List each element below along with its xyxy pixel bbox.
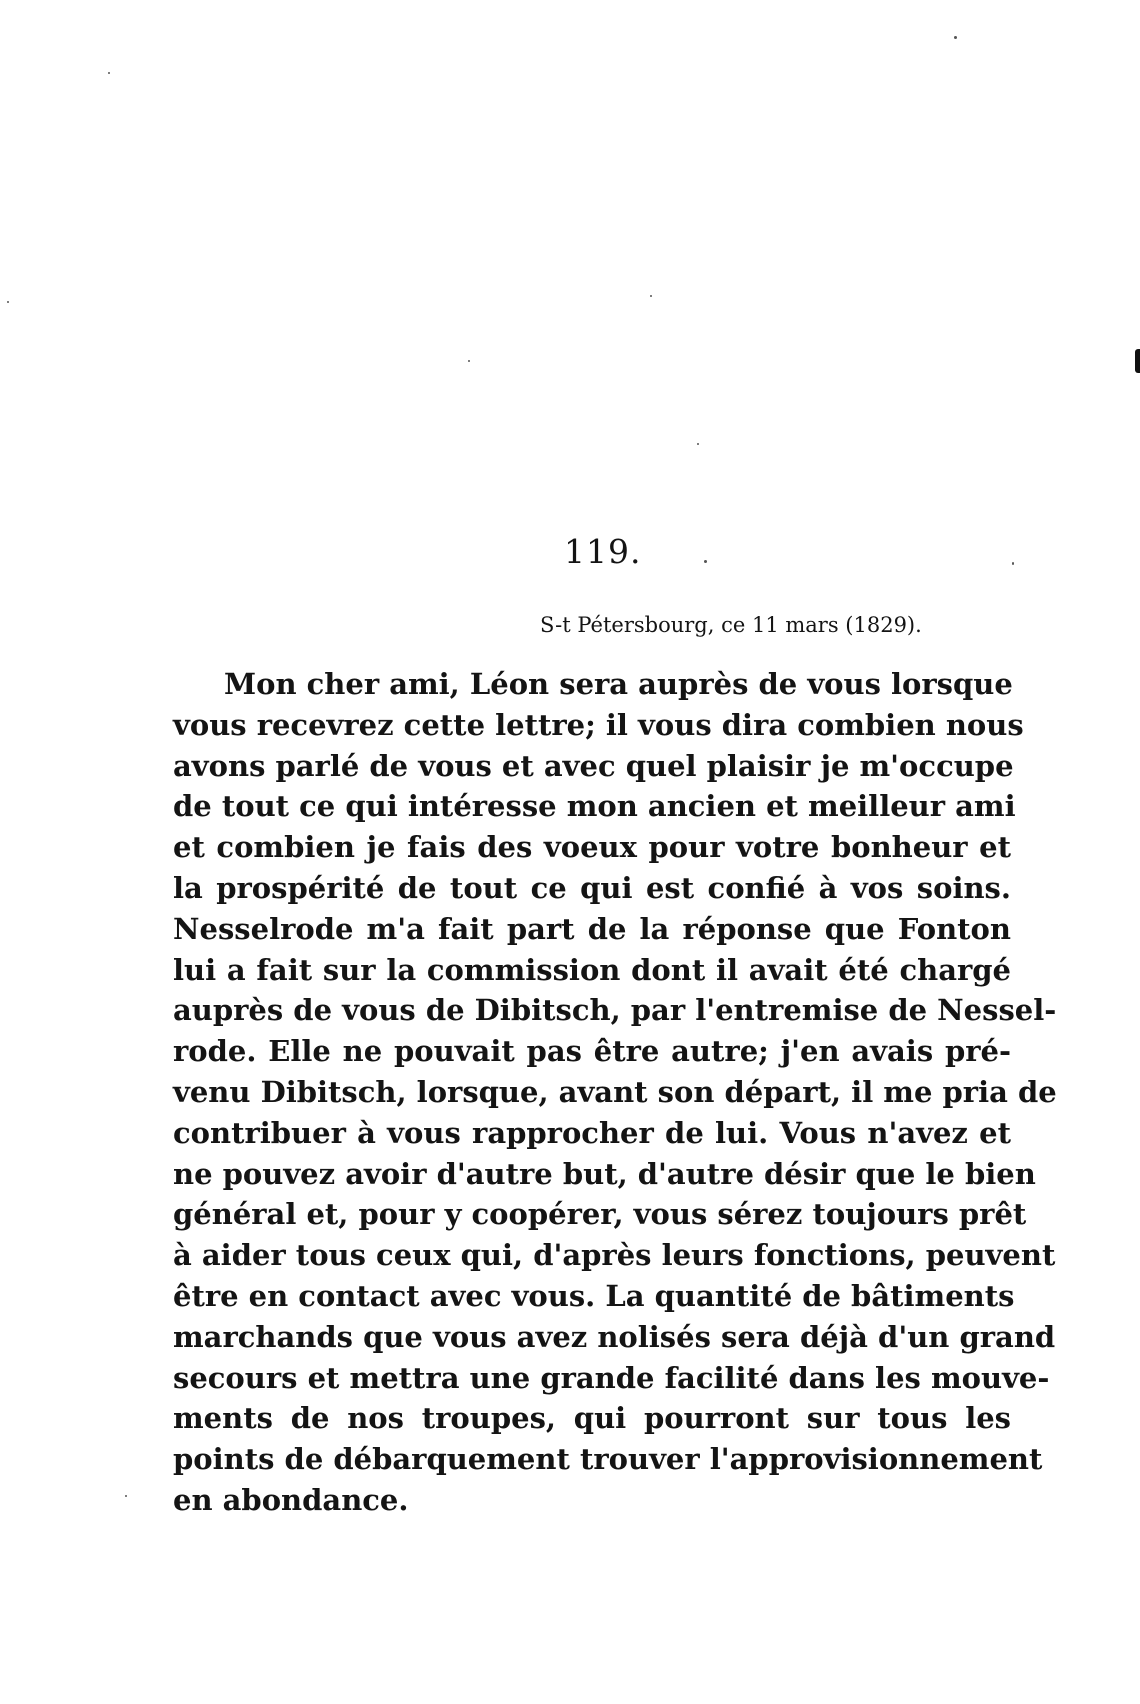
body-line: la prospérité de tout ce qui est confié à vos soins. <box>173 870 1011 905</box>
body-line: en abondance. <box>173 1482 409 1517</box>
body-line: à aider tous ceux qui, d'après leurs fonctions, peuvent <box>173 1238 1056 1273</box>
body-line: points de débarquement trouver l'approvisionnement <box>173 1442 1043 1477</box>
scan-speck <box>954 36 957 39</box>
scan-edge-mark <box>1135 349 1140 373</box>
body-line: ne pouvez avoir d'autre but, d'autre désir que le bien <box>173 1156 1036 1191</box>
scan-speck <box>7 301 9 303</box>
dateline: S-t Pétersbourg, ce 11 mars (1829). <box>540 613 922 637</box>
body-line: marchands que vous avez nolisés sera déjà d'un grand <box>173 1319 1056 1354</box>
scan-speck <box>108 72 110 74</box>
body-line: auprès de vous de Dibitsch, par l'entremise de Nessel- <box>173 993 1057 1028</box>
body-line: ments de nos troupes, qui pourront sur tous les <box>173 1401 1011 1436</box>
body-line: général et, pour y coopérer, vous sérez toujours prêt <box>173 1197 1027 1232</box>
body-line: Mon cher ami, Léon sera auprès de vous lorsque <box>224 667 1013 701</box>
body-line: vous recevrez cette lettre; il vous dira combien nous <box>173 707 1024 742</box>
body-line: avons parlé de vous et avec quel plaisir je m'occupe <box>173 748 1014 783</box>
body-line: lui a fait sur la commission dont il avait été chargé <box>173 952 1011 987</box>
body-line: venu Dibitsch, lorsque, avant son départ, il me pria de <box>173 1074 1057 1109</box>
body-line: et combien je fais des voeux pour votre bonheur et <box>173 830 1011 865</box>
scan-speck <box>1012 562 1014 565</box>
body-line: de tout ce qui intéresse mon ancien et meilleur ami <box>173 789 1016 824</box>
body-line: rode. Elle ne pouvait pas être autre; j'en avais pré- <box>173 1034 1011 1069</box>
letter-number: 119. <box>564 532 642 571</box>
body-line: Nesselrode m'a fait part de la réponse que Fonton <box>173 911 1011 946</box>
scan-speck <box>468 360 470 362</box>
scan-speck <box>704 560 707 563</box>
body-line: contribuer à vous rapprocher de lui. Vous n'avez et <box>173 1115 1011 1150</box>
body-line: secours et mettra une grande facilité dans les mouve- <box>173 1360 1050 1395</box>
scan-speck <box>650 295 652 297</box>
scan-speck <box>125 1495 127 1497</box>
body-line: être en contact avec vous. La quantité de bâtiments <box>173 1278 1015 1313</box>
letter-body <box>173 664 1057 1521</box>
scan-speck <box>697 443 699 445</box>
